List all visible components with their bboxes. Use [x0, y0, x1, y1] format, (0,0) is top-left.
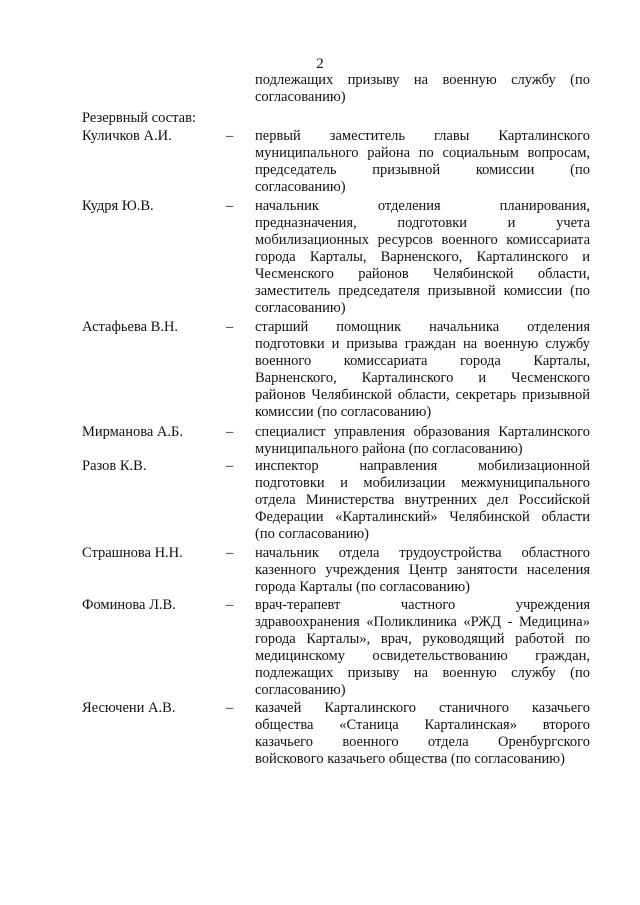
member-role — [255, 198, 590, 317]
dash-separator: – — [226, 458, 234, 474]
role-line: военного комиссариата города Карталы, — [255, 353, 590, 369]
member-role — [255, 128, 590, 196]
role-line: общества «Станица Карталинская» второго — [255, 717, 590, 733]
page-number: 2 — [316, 56, 324, 72]
role-line: Варненского, Карталинского и Чесменского — [255, 370, 590, 386]
member-role — [255, 545, 590, 596]
role-line: начальник отдела трудоустройства областного — [255, 545, 590, 561]
member-role — [255, 597, 590, 699]
role-line: Чесменского районов Челябинской области, — [255, 266, 590, 282]
role-line: врач-терапевт частного учреждения — [255, 597, 590, 613]
role-line: (по согласованию) — [255, 526, 369, 542]
role-line: Федерации «Карталинский» Челябинской области — [255, 509, 590, 525]
member-name: Яесючени А.В. — [82, 700, 176, 716]
role-line: инспектор направления мобилизационной — [255, 458, 590, 474]
member-role — [255, 424, 590, 458]
role-line: муниципального района (по согласованию) — [255, 441, 523, 457]
lead-line: подлежащих призыву на военную службу (по — [255, 72, 590, 88]
role-line: города Карталы», врач, руководящий работой по — [255, 631, 590, 647]
role-line: специалист управления образования Карталинского — [255, 424, 590, 440]
dash-separator: – — [226, 700, 234, 716]
dash-separator: – — [226, 198, 234, 214]
role-line: старший помощник начальника отделения — [255, 319, 590, 335]
section-title-reserve: Резервный состав: — [82, 110, 196, 126]
role-line: предназначения, подготовки и учета — [255, 215, 590, 231]
member-role — [255, 319, 590, 421]
dash-separator: – — [226, 597, 234, 613]
role-line: комиссии (по согласованию) — [255, 404, 432, 420]
role-line: казачьего военного отдела Оренбургского — [255, 734, 590, 750]
role-line: муниципального района по социальным вопросам, — [255, 145, 590, 161]
role-line: согласованию) — [255, 300, 346, 316]
lead-line: согласованию) — [255, 89, 346, 105]
role-line: председатель призывной комиссии (по — [255, 162, 590, 178]
role-line: города Карталы (по согласованию) — [255, 579, 471, 595]
dash-separator: – — [226, 128, 234, 144]
role-line: подлежащих призыву на военную службу (по — [255, 665, 590, 681]
role-line: согласованию) — [255, 682, 346, 698]
role-line: мобилизационных ресурсов военного комиссариата — [255, 232, 590, 248]
role-line: войскового казачьего общества (по согласованию) — [255, 751, 565, 767]
lead-text — [255, 72, 590, 106]
role-line: медицинскому освидетельствованию граждан, — [255, 648, 590, 664]
member-name: Куличков А.И. — [82, 128, 172, 144]
role-line: подготовки и призыва граждан на военную службу — [255, 336, 590, 352]
member-name: Астафьева В.Н. — [82, 319, 179, 335]
role-line: первый заместитель главы Карталинского — [255, 128, 590, 144]
member-role — [255, 700, 590, 768]
dash-separator: – — [226, 545, 234, 561]
member-name: Фоминова Л.В. — [82, 597, 176, 613]
role-line: казачей Карталинского станичного казачьего — [255, 700, 590, 716]
member-name: Мирманова А.Б. — [82, 424, 183, 440]
dash-separator: – — [226, 424, 234, 440]
role-line: здравоохранения «Поликлиника «РЖД - Медицина» — [255, 614, 590, 630]
dash-separator: – — [226, 319, 234, 335]
role-line: города Карталы, Варненского, Карталинского и — [255, 249, 590, 265]
role-line: согласованию) — [255, 179, 346, 195]
member-name: Кудря Ю.В. — [82, 198, 154, 214]
role-line: районов Челябинской области, секретарь призывной — [255, 387, 590, 403]
member-role — [255, 458, 590, 543]
member-name: Разов К.В. — [82, 458, 147, 474]
role-line: казенного учреждения Центр занятости населения — [255, 562, 590, 578]
role-line: отдела Министерства внутренних дел Российской — [255, 492, 590, 508]
role-line: начальник отделения планирования, — [255, 198, 590, 214]
role-line: заместитель председателя призывной комиссии (по — [255, 283, 590, 299]
role-line: подготовки и мобилизации межмуниципального — [255, 475, 590, 491]
member-name: Страшнова Н.Н. — [82, 545, 183, 561]
